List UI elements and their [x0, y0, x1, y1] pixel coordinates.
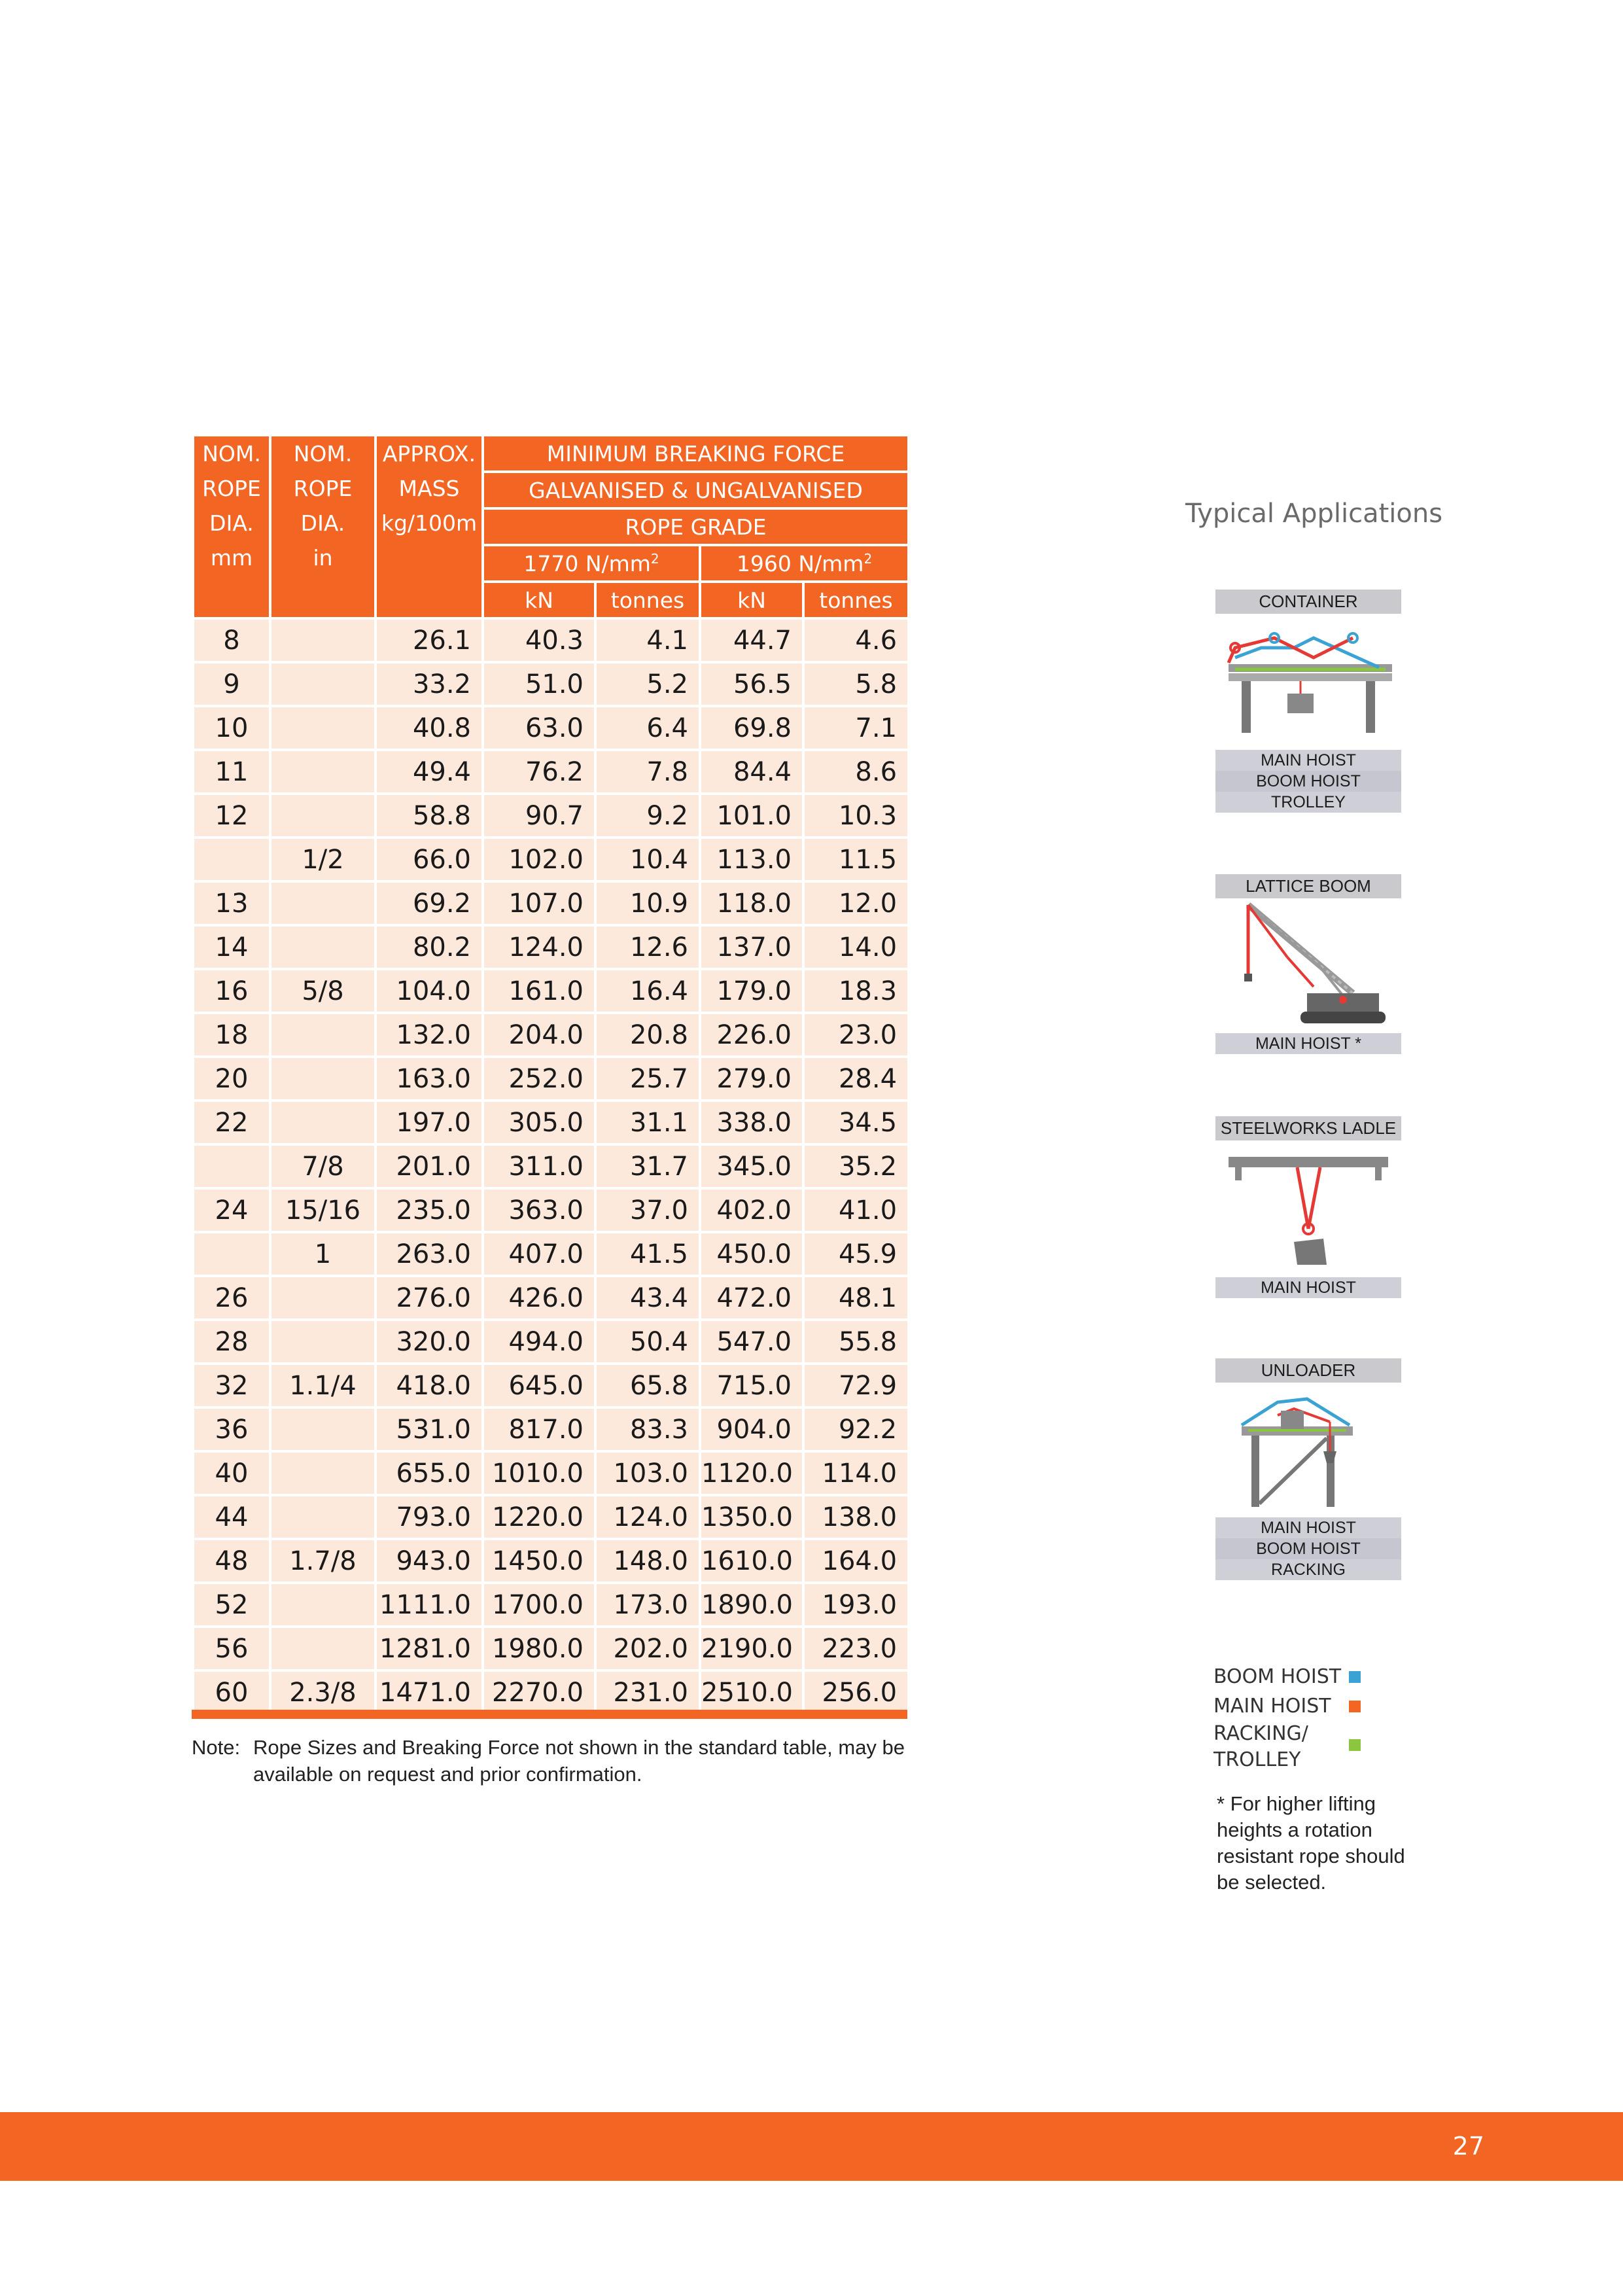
- cell-approx-mass: 132.0: [375, 1013, 483, 1057]
- cell-approx-mass: 235.0: [375, 1188, 483, 1232]
- table-header: [193, 435, 909, 618]
- cell-approx-mass: 655.0: [375, 1451, 483, 1495]
- header-nom-rope-dia-mm: NOM. ROPE DIA. mm: [193, 435, 270, 618]
- cell-nom-dia-mm: [193, 1144, 270, 1188]
- use-trolley: TROLLEY: [1215, 792, 1401, 813]
- use-racking: RACKING: [1215, 1559, 1401, 1580]
- cell-kn-1770: 1010.0: [483, 1451, 595, 1495]
- cell-tonnes-1960: 23.0: [803, 1013, 909, 1057]
- cell-approx-mass: 276.0: [375, 1276, 483, 1320]
- cell-kn-1960: 904.0: [700, 1407, 803, 1451]
- cell-nom-dia-in: 7/8: [270, 1144, 375, 1188]
- cell-kn-1770: 817.0: [483, 1407, 595, 1451]
- table-row: [193, 1013, 909, 1057]
- app-steelworks-ladle-uses: [1215, 1277, 1401, 1298]
- table-row: [193, 925, 909, 969]
- cell-nom-dia-mm: 56: [193, 1627, 270, 1670]
- use-boom-hoist: BOOM HOIST: [1215, 1538, 1401, 1559]
- cell-nom-dia-in: [270, 1627, 375, 1670]
- cell-kn-1770: 407.0: [483, 1232, 595, 1276]
- cell-approx-mass: 66.0: [375, 838, 483, 881]
- cell-nom-dia-mm: 18: [193, 1013, 270, 1057]
- cell-tonnes-1770: 124.0: [595, 1495, 700, 1539]
- cell-kn-1960: 1350.0: [700, 1495, 803, 1539]
- cell-nom-dia-in: 15/16: [270, 1188, 375, 1232]
- cell-kn-1960: 1120.0: [700, 1451, 803, 1495]
- cell-nom-dia-mm: 10: [193, 706, 270, 750]
- use-main-hoist: MAIN HOIST *: [1215, 1033, 1401, 1054]
- cell-nom-dia-in: [270, 925, 375, 969]
- app-unloader-label: UNLOADER: [1215, 1358, 1401, 1383]
- cell-tonnes-1960: 193.0: [803, 1583, 909, 1627]
- header-kn-1770: kN: [483, 582, 595, 618]
- table-row: [193, 1407, 909, 1451]
- table-note: [192, 1734, 918, 1788]
- table-row: [193, 1144, 909, 1188]
- note-text: Rope Sizes and Breaking Force not shown in the standard table, may be available on request and prior confirmation.: [253, 1736, 905, 1786]
- cell-tonnes-1770: 65.8: [595, 1364, 700, 1407]
- cell-nom-dia-in: [270, 1013, 375, 1057]
- cell-kn-1770: 426.0: [483, 1276, 595, 1320]
- table-row: [193, 1539, 909, 1583]
- cell-kn-1960: 472.0: [700, 1276, 803, 1320]
- cell-nom-dia-mm: 36: [193, 1407, 270, 1451]
- cell-kn-1770: 51.0: [483, 662, 595, 706]
- use-main-hoist: MAIN HOIST: [1215, 1517, 1401, 1538]
- cell-tonnes-1770: 41.5: [595, 1232, 700, 1276]
- cell-nom-dia-in: [270, 1495, 375, 1539]
- cell-kn-1770: 124.0: [483, 925, 595, 969]
- table-row: [193, 1495, 909, 1539]
- cell-nom-dia-in: [270, 1320, 375, 1364]
- cell-tonnes-1770: 31.1: [595, 1101, 700, 1144]
- app-lattice-boom-uses: [1215, 1033, 1401, 1054]
- cell-kn-1960: 56.5: [700, 662, 803, 706]
- cell-tonnes-1770: 10.9: [595, 881, 700, 925]
- cell-tonnes-1770: 10.4: [595, 838, 700, 881]
- cell-tonnes-1770: 103.0: [595, 1451, 700, 1495]
- cell-tonnes-1770: 20.8: [595, 1013, 700, 1057]
- cell-nom-dia-in: [270, 1101, 375, 1144]
- header-nom-rope-dia-in: NOM. ROPE DIA. in: [270, 435, 375, 618]
- cell-tonnes-1960: 4.6: [803, 618, 909, 662]
- cell-tonnes-1960: 11.5: [803, 838, 909, 881]
- header-rope-grade: ROPE GRADE: [483, 508, 909, 545]
- cell-kn-1770: 107.0: [483, 881, 595, 925]
- cell-tonnes-1960: 223.0: [803, 1627, 909, 1670]
- cell-nom-dia-mm: 28: [193, 1320, 270, 1364]
- cell-kn-1770: 63.0: [483, 706, 595, 750]
- cell-tonnes-1960: 8.6: [803, 750, 909, 794]
- cell-nom-dia-in: [270, 881, 375, 925]
- cell-approx-mass: 33.2: [375, 662, 483, 706]
- cell-kn-1960: 715.0: [700, 1364, 803, 1407]
- cell-tonnes-1770: 231.0: [595, 1670, 700, 1714]
- cell-kn-1960: 2190.0: [700, 1627, 803, 1670]
- table-row: [193, 706, 909, 750]
- cell-kn-1960: 226.0: [700, 1013, 803, 1057]
- use-main-hoist: MAIN HOIST: [1215, 1277, 1401, 1298]
- cell-kn-1770: 76.2: [483, 750, 595, 794]
- cell-kn-1770: 645.0: [483, 1364, 595, 1407]
- cell-nom-dia-mm: 44: [193, 1495, 270, 1539]
- header-tonnes-1770: tonnes: [595, 582, 700, 618]
- cell-nom-dia-mm: 26: [193, 1276, 270, 1320]
- table-row: [193, 1320, 909, 1364]
- table-row: [193, 618, 909, 662]
- cell-kn-1960: 338.0: [700, 1101, 803, 1144]
- footer-bar: [0, 2112, 1623, 2181]
- cell-tonnes-1960: 92.2: [803, 1407, 909, 1451]
- cell-tonnes-1960: 12.0: [803, 881, 909, 925]
- table-row: [193, 662, 909, 706]
- cell-nom-dia-in: [270, 618, 375, 662]
- cell-nom-dia-mm: 40: [193, 1451, 270, 1495]
- cell-tonnes-1960: 18.3: [803, 969, 909, 1013]
- cell-kn-1960: 345.0: [700, 1144, 803, 1188]
- cell-kn-1770: 102.0: [483, 838, 595, 881]
- cell-nom-dia-mm: 60: [193, 1670, 270, 1714]
- cell-tonnes-1960: 14.0: [803, 925, 909, 969]
- table-row: [193, 881, 909, 925]
- cell-approx-mass: 69.2: [375, 881, 483, 925]
- cell-nom-dia-in: 5/8: [270, 969, 375, 1013]
- cell-tonnes-1960: 55.8: [803, 1320, 909, 1364]
- cell-kn-1960: 84.4: [700, 750, 803, 794]
- cell-tonnes-1770: 7.8: [595, 750, 700, 794]
- cell-approx-mass: 418.0: [375, 1364, 483, 1407]
- cell-tonnes-1770: 173.0: [595, 1583, 700, 1627]
- cell-tonnes-1960: 7.1: [803, 706, 909, 750]
- cell-approx-mass: 197.0: [375, 1101, 483, 1144]
- cell-tonnes-1770: 31.7: [595, 1144, 700, 1188]
- cell-nom-dia-in: [270, 1583, 375, 1627]
- cell-nom-dia-mm: 16: [193, 969, 270, 1013]
- cell-tonnes-1770: 12.6: [595, 925, 700, 969]
- cell-approx-mass: 1111.0: [375, 1583, 483, 1627]
- cell-kn-1960: 402.0: [700, 1188, 803, 1232]
- cell-approx-mass: 793.0: [375, 1495, 483, 1539]
- cell-kn-1960: 44.7: [700, 618, 803, 662]
- cell-tonnes-1960: 48.1: [803, 1276, 909, 1320]
- cell-tonnes-1770: 6.4: [595, 706, 700, 750]
- table-row: [193, 1188, 909, 1232]
- container-crane-icon: [1215, 618, 1401, 736]
- color-legend: [1213, 1662, 1410, 1773]
- cell-tonnes-1770: 37.0: [595, 1188, 700, 1232]
- cell-approx-mass: 58.8: [375, 794, 483, 838]
- table-row: [193, 1232, 909, 1276]
- table-row: [193, 1627, 909, 1670]
- cell-kn-1770: 494.0: [483, 1320, 595, 1364]
- cell-approx-mass: 943.0: [375, 1539, 483, 1583]
- table-row: [193, 838, 909, 881]
- cell-nom-dia-mm: 8: [193, 618, 270, 662]
- cell-kn-1770: 305.0: [483, 1101, 595, 1144]
- table-row: [193, 1276, 909, 1320]
- table-row: [193, 1057, 909, 1101]
- cell-nom-dia-in: [270, 794, 375, 838]
- cell-nom-dia-mm: 24: [193, 1188, 270, 1232]
- table-row: [193, 1101, 909, 1144]
- cell-kn-1770: 1220.0: [483, 1495, 595, 1539]
- cell-approx-mass: 163.0: [375, 1057, 483, 1101]
- cell-kn-1960: 279.0: [700, 1057, 803, 1101]
- unloader-crane-icon: [1215, 1386, 1401, 1510]
- cell-nom-dia-in: 1.1/4: [270, 1364, 375, 1407]
- cell-nom-dia-in: 1.7/8: [270, 1539, 375, 1583]
- cell-nom-dia-in: 1: [270, 1232, 375, 1276]
- cell-kn-1770: 1980.0: [483, 1627, 595, 1670]
- cell-kn-1960: 450.0: [700, 1232, 803, 1276]
- lattice-boom-crane-icon: [1215, 902, 1401, 1033]
- legend-item-main-hoist: [1213, 1691, 1410, 1721]
- legend-item-boom-hoist: [1213, 1662, 1410, 1691]
- cell-approx-mass: 40.8: [375, 706, 483, 750]
- header-approx-mass: APPROX. MASS kg/100m: [375, 435, 483, 618]
- cell-approx-mass: 26.1: [375, 618, 483, 662]
- cell-nom-dia-mm: 13: [193, 881, 270, 925]
- table-row: [193, 1583, 909, 1627]
- cell-tonnes-1770: 25.7: [595, 1057, 700, 1101]
- cell-approx-mass: 263.0: [375, 1232, 483, 1276]
- cell-kn-1960: 179.0: [700, 969, 803, 1013]
- cell-nom-dia-in: [270, 662, 375, 706]
- cell-nom-dia-in: [270, 706, 375, 750]
- legend-label: BOOM HOIST: [1213, 1665, 1342, 1688]
- app-steelworks-ladle-label: STEELWORKS LADLE: [1215, 1116, 1401, 1140]
- cell-kn-1770: 90.7: [483, 794, 595, 838]
- cell-tonnes-1960: 35.2: [803, 1144, 909, 1188]
- app-unloader-uses: [1215, 1517, 1401, 1580]
- table-row: [193, 1364, 909, 1407]
- cell-nom-dia-mm: 32: [193, 1364, 270, 1407]
- cell-kn-1960: 1890.0: [700, 1583, 803, 1627]
- footnote: * For higher lifting heights a rotation resistant rope should be selected.: [1217, 1792, 1405, 1894]
- cell-tonnes-1960: 114.0: [803, 1451, 909, 1495]
- cell-nom-dia-mm: 20: [193, 1057, 270, 1101]
- cell-kn-1770: 161.0: [483, 969, 595, 1013]
- cell-tonnes-1770: 4.1: [595, 618, 700, 662]
- table-row: [193, 1670, 909, 1714]
- cell-approx-mass: 49.4: [375, 750, 483, 794]
- legend-swatch-racking-trolley: [1349, 1739, 1361, 1751]
- cell-nom-dia-mm: 48: [193, 1539, 270, 1583]
- cell-tonnes-1770: 5.2: [595, 662, 700, 706]
- cell-nom-dia-in: [270, 750, 375, 794]
- cell-approx-mass: 80.2: [375, 925, 483, 969]
- page-number: 27: [1452, 2132, 1484, 2161]
- note-label: Note:: [192, 1736, 241, 1759]
- cell-kn-1960: 118.0: [700, 881, 803, 925]
- cell-tonnes-1960: 138.0: [803, 1495, 909, 1539]
- cell-approx-mass: 320.0: [375, 1320, 483, 1364]
- cell-tonnes-1960: 45.9: [803, 1232, 909, 1276]
- table-row: [193, 750, 909, 794]
- cell-tonnes-1770: 16.4: [595, 969, 700, 1013]
- cell-nom-dia-in: [270, 1276, 375, 1320]
- cell-nom-dia-mm: 12: [193, 794, 270, 838]
- use-boom-hoist: BOOM HOIST: [1215, 771, 1401, 792]
- steelworks-ladle-icon: [1215, 1144, 1401, 1268]
- cell-kn-1960: 2510.0: [700, 1670, 803, 1714]
- cell-tonnes-1960: 72.9: [803, 1364, 909, 1407]
- legend-item-racking-trolley: [1213, 1721, 1344, 1773]
- header-kn-1960: kN: [700, 582, 803, 618]
- cell-kn-1770: 204.0: [483, 1013, 595, 1057]
- header-grade-1960: 1960 $N/mm^2$: [700, 545, 909, 582]
- cell-nom-dia-mm: 11: [193, 750, 270, 794]
- legend-label: MAIN HOIST: [1213, 1695, 1331, 1718]
- cell-tonnes-1770: 202.0: [595, 1627, 700, 1670]
- use-main-hoist: MAIN HOIST: [1215, 750, 1401, 771]
- cell-tonnes-1960: 10.3: [803, 794, 909, 838]
- table-row: [193, 969, 909, 1013]
- cell-nom-dia-in: 1/2: [270, 838, 375, 881]
- cell-nom-dia-mm: 52: [193, 1583, 270, 1627]
- cell-nom-dia-mm: [193, 1232, 270, 1276]
- table-body: [193, 618, 909, 1714]
- cell-nom-dia-mm: 9: [193, 662, 270, 706]
- cell-kn-1770: 311.0: [483, 1144, 595, 1188]
- header-galvanised: GALVANISED & UNGALVANISED: [483, 472, 909, 508]
- cell-tonnes-1770: 83.3: [595, 1407, 700, 1451]
- cell-tonnes-1960: 34.5: [803, 1101, 909, 1144]
- cell-tonnes-1770: 50.4: [595, 1320, 700, 1364]
- app-container-label: CONTAINER: [1215, 590, 1401, 614]
- header-minimum-breaking-force: MINIMUM BREAKING FORCE: [483, 435, 909, 472]
- cell-kn-1770: 363.0: [483, 1188, 595, 1232]
- cell-approx-mass: 1471.0: [375, 1670, 483, 1714]
- rope-specification-table: [192, 434, 910, 1716]
- cell-tonnes-1770: 43.4: [595, 1276, 700, 1320]
- cell-kn-1770: 252.0: [483, 1057, 595, 1101]
- app-lattice-boom-label: LATTICE BOOM: [1215, 874, 1401, 898]
- cell-kn-1960: 101.0: [700, 794, 803, 838]
- cell-kn-1770: 2270.0: [483, 1670, 595, 1714]
- cell-nom-dia-in: 2.3/8: [270, 1670, 375, 1714]
- cell-tonnes-1770: 9.2: [595, 794, 700, 838]
- cell-approx-mass: 531.0: [375, 1407, 483, 1451]
- cell-nom-dia-mm: 14: [193, 925, 270, 969]
- cell-kn-1960: 113.0: [700, 838, 803, 881]
- cell-nom-dia-in: [270, 1407, 375, 1451]
- legend-swatch-main-hoist: [1349, 1701, 1361, 1712]
- table-bottom-rule: [192, 1710, 907, 1719]
- cell-nom-dia-in: [270, 1057, 375, 1101]
- table-row: [193, 1451, 909, 1495]
- table-row: [193, 794, 909, 838]
- cell-tonnes-1960: 256.0: [803, 1670, 909, 1714]
- cell-tonnes-1770: 148.0: [595, 1539, 700, 1583]
- cell-tonnes-1960: 5.8: [803, 662, 909, 706]
- cell-tonnes-1960: 28.4: [803, 1057, 909, 1101]
- cell-approx-mass: 201.0: [375, 1144, 483, 1188]
- cell-approx-mass: 1281.0: [375, 1627, 483, 1670]
- typical-applications-title: Typical Applications: [1185, 499, 1443, 529]
- cell-kn-1960: 1610.0: [700, 1539, 803, 1583]
- app-container-uses: [1215, 750, 1401, 813]
- cell-nom-dia-in: [270, 1451, 375, 1495]
- cell-kn-1960: 137.0: [700, 925, 803, 969]
- cell-tonnes-1960: 164.0: [803, 1539, 909, 1583]
- cell-approx-mass: 104.0: [375, 969, 483, 1013]
- legend-swatch-boom-hoist: [1349, 1671, 1361, 1683]
- cell-kn-1770: 40.3: [483, 618, 595, 662]
- header-tonnes-1960: tonnes: [803, 582, 909, 618]
- cell-kn-1770: 1700.0: [483, 1583, 595, 1627]
- cell-kn-1960: 547.0: [700, 1320, 803, 1364]
- cell-nom-dia-mm: [193, 838, 270, 881]
- cell-kn-1770: 1450.0: [483, 1539, 595, 1583]
- header-grade-1770: 1770 $N/mm^2$: [483, 545, 700, 582]
- cell-nom-dia-mm: 22: [193, 1101, 270, 1144]
- cell-kn-1960: 69.8: [700, 706, 803, 750]
- legend-label: RACKING/ TROLLEY: [1213, 1722, 1308, 1771]
- cell-tonnes-1960: 41.0: [803, 1188, 909, 1232]
